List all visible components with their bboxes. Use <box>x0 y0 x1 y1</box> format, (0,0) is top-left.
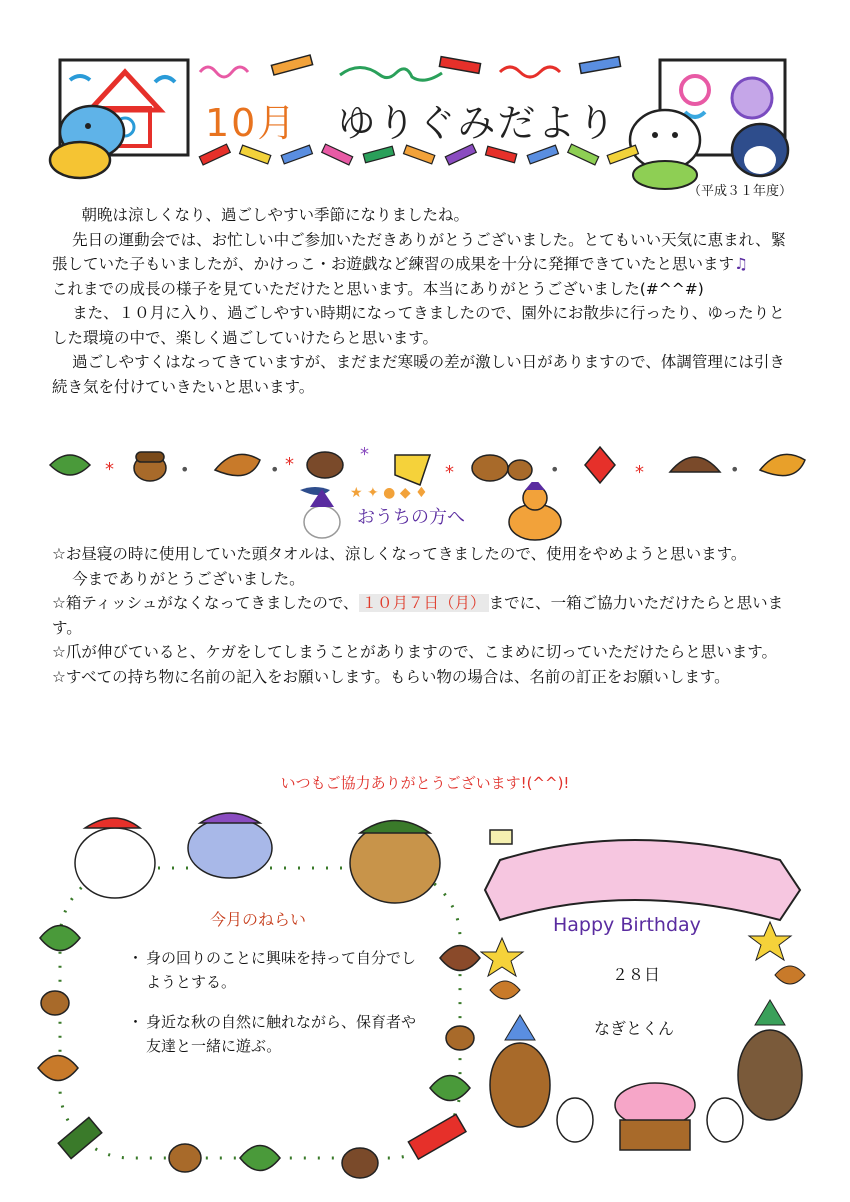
intro-paragraph: 過ごしやすくはなってきていますが、まだまだ寒暖の差が激しい日がありますので、体調管理には引き続き気を付けていきたいと思います。 <box>52 353 785 396</box>
star-icon <box>749 922 791 960</box>
notice-title: おうちの方へ <box>357 507 465 528</box>
svg-text:*: * <box>285 454 294 475</box>
rabbit-icon <box>75 828 155 898</box>
svg-text:•: • <box>270 460 280 479</box>
leaf-icon <box>50 455 90 475</box>
ribbon-banner-icon <box>485 840 800 920</box>
notice-list <box>52 542 798 689</box>
notice-item <box>52 591 798 640</box>
acorn-icon <box>446 1026 474 1050</box>
cat-penguin-drawing-board-icon <box>630 60 788 189</box>
svg-text:*: * <box>635 462 644 483</box>
flag-icon <box>490 830 512 844</box>
ghost-icon <box>304 506 340 538</box>
notice-text: ☆箱ティッシュがなくなってきましたので、 <box>52 594 359 612</box>
svg-text:*: * <box>360 444 369 465</box>
year-label: （平成３１年度） <box>687 184 792 199</box>
crayon-garland-top <box>200 55 621 80</box>
ginkgo-leaf-icon <box>395 455 430 485</box>
bear-icon <box>490 1043 550 1127</box>
elephant-icon <box>188 818 272 878</box>
title-name: ゆりぐみだより <box>337 101 618 145</box>
maple-leaf-icon <box>585 447 615 483</box>
svg-text:*: * <box>105 459 114 480</box>
rabbit-icon <box>557 1098 593 1142</box>
intro-paragraph <box>52 228 798 277</box>
bear-icon <box>350 823 440 903</box>
svg-text:•: • <box>180 460 190 479</box>
pinecone-icon <box>342 1148 378 1178</box>
deadline-date: １０月７日（月） <box>359 594 489 612</box>
newsletter-title <box>205 92 617 147</box>
intro-paragraph-text: 先日の運動会では、お忙しい中ご参加いただきありがとうございました。とてもいい天気に恵まれ、緊張していた子もいましたが、かけっこ・お遊戯など練習の成果を十分に発揮できていたと思います <box>52 230 787 273</box>
goals-list <box>128 946 418 1074</box>
birthday-title: Happy Birthday <box>553 914 701 936</box>
notice-text: までに、一箱ご協力いただけたらと思います。 <box>52 594 784 637</box>
birthday-frame <box>480 820 820 1190</box>
birthday-date: ２８日 <box>612 965 661 984</box>
pinecone-icon <box>307 452 343 478</box>
rabbit-icon <box>707 1098 743 1142</box>
svg-text:★ ✦ ● ◆ ♦: ★ ✦ ● ◆ ♦ <box>350 485 428 501</box>
leaf-icon <box>215 454 260 475</box>
crayon-row-bottom <box>199 144 638 165</box>
birthday-child-name: なぎとくん <box>594 1019 675 1038</box>
intro-paragraph: これまでの成長の様子を見ていただけたと思います。本当にありがとうございました(#^^#) <box>52 279 704 298</box>
acorn-icon <box>472 455 508 481</box>
leaf-icon <box>760 454 805 475</box>
goals-title: 今月のねらい <box>210 910 307 929</box>
notice-item: 今までありがとうございました。 <box>72 569 305 588</box>
star-icon <box>481 938 523 976</box>
svg-text:*: * <box>445 462 454 483</box>
title-month: 10月 <box>205 101 298 145</box>
elephant-drawing-board-icon <box>50 60 188 178</box>
thanks-message: いつもご協力ありがとうございます!(^^)! <box>280 774 570 792</box>
chestnut-icon <box>670 457 720 472</box>
intro-text <box>52 203 798 399</box>
goal-item: ・ 身の回りのことに興味を持って自分でしようとする。 <box>128 946 418 994</box>
acorn-icon <box>169 1144 201 1172</box>
notice-item: ☆お昼寝の時に使用していた頭タオルは、涼しくなってきましたので、使用をやめようと思います。 <box>52 545 747 563</box>
intro-paragraph: 朝晩は涼しくなり、過ごしやすい季節になりましたね。 <box>81 206 469 224</box>
notice-item: ☆爪が伸びていると、ケガをしてしまうことがありますので、こまめに切っていただけたらと思います。 <box>52 643 778 661</box>
bear-icon <box>738 1030 802 1120</box>
intro-paragraph: また、１０月に入り、過ごしやすい時期になってきましたので、園外にお散歩に行ったり、ゆったりとした環境の中で、楽しく過ごしていけたらと思います。 <box>52 304 785 347</box>
svg-text:•: • <box>730 460 740 479</box>
goal-item: ・ 身近な秋の自然に触れながら、保育者や友達と一緒に遊ぶ。 <box>128 1010 418 1058</box>
svg-text:•: • <box>550 460 560 479</box>
notice-item: ☆すべての持ち物に名前の記入をお願いします。もらい物の場合は、名前の訂正をお願いします。 <box>52 667 730 686</box>
acorn-icon <box>41 991 69 1015</box>
music-note-icon: ♫ <box>734 255 748 273</box>
